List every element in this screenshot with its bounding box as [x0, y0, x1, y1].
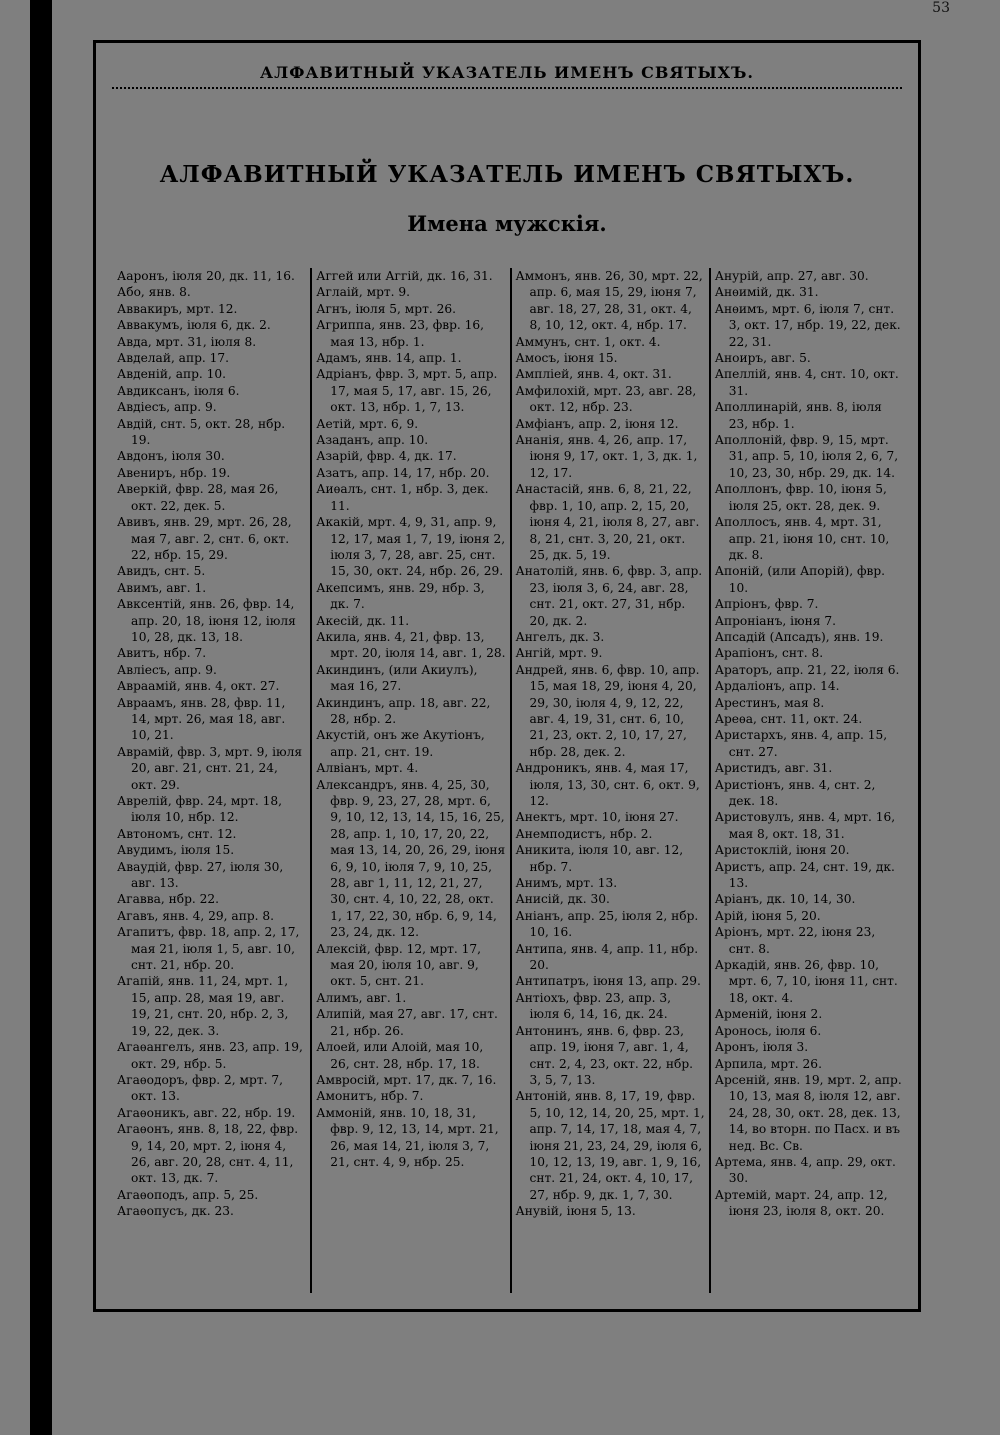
index-entry: Аріанъ, дк. 10, 14, 30. [714, 892, 856, 907]
index-entry: Анувій, іюня 5, 13. [515, 1204, 636, 1219]
index-entry: Апсадій (Апсадъ), янв. 19. [714, 629, 884, 644]
index-entry: Авдій, снт. 5, окт. 28, нбр. 19. [117, 416, 286, 448]
index-entry: Аиѳалъ, снт. 1, нбр. 3, дек. 11. [316, 482, 489, 513]
index-entry: Аввакумъ, іюля 6, дк. 2. [117, 318, 271, 333]
index-entry: Ангелъ, дк. 3. [515, 629, 605, 644]
index-entry: Аристіонъ, янв. 4, снт. 2, дек. 18. [714, 777, 876, 808]
index-entry: Аммоній, янв. 10, 18, 31, фвр. 9, 12, 13, 14, мрт. 21, 26, мая 14, 21, іюля 3, 7, 21, снт. 4, 9, нбр. 25. [316, 1105, 499, 1169]
index-entry: Автономъ, снт. 12. [117, 826, 237, 841]
index-entry: Аполлинарій, янв. 8, іюля 23, нбр. 1. [714, 400, 882, 431]
index-entry: Агавъ, янв. 4, 29, апр. 8. [117, 908, 274, 923]
index-entry: Алоей, или Алоій, мая 10, 26, снт. 28, нбр. 17, 18. [316, 1040, 484, 1071]
index-entry: Аверкій, фвр. 28, мая 26, окт. 22, дек. 5. [117, 482, 279, 513]
index-entry: Аронось, іюля 6. [714, 1023, 822, 1038]
index-entry: Акиндинъ, апр. 18, авг. 22, 28, нбр. 2. [316, 695, 491, 726]
index-entry: Авитъ, нбр. 7. [117, 646, 207, 661]
index-entry: Агапій, янв. 11, 24, мрт. 1, 15, апр. 28, мая 19, авг. 19, 21, снт. 20, нбр. 2, 3, 19, 22, дек. 3. [117, 974, 289, 1038]
index-entry: Ареѳа, снт. 11, окт. 24. [714, 711, 863, 726]
index-entry: Апеллій, янв. 4, снт. 10, окт. 31. [714, 367, 899, 398]
page-frame [93, 40, 921, 1312]
index-entry: Авдонъ, іюля 30. [117, 449, 225, 464]
index-entry: Аполлоній, фвр. 9, 15, мрт. 31, апр. 5, 10, іюля 2, 6, 7, 10, 23, 30, нбр. 29, дк. 14. [714, 433, 899, 480]
index-entry: Авениръ, нбр. 19. [117, 465, 231, 480]
index-entry: Агаѳангелъ, янв. 23, апр. 19, окт. 29, нбр. 5. [117, 1040, 303, 1071]
index-entry: Аммонъ, янв. 26, 30, мрт. 22, апр. 6, мая 15, 29, іюня 7, авг. 18, 27, 28, 31, окт. 4, 8, 10, 12, окт. 4, нбр. 17. [515, 269, 703, 333]
index-entry: Аристъ, апр. 24, снт. 19, дк. 13. [714, 859, 895, 891]
index-entry: Аввакиръ, мрт. 12. [117, 301, 238, 316]
index-entry: Аггей или Аггій, дк. 16, 31. [316, 269, 493, 283]
index-entry: Александръ, янв. 4, 25, 30, фвр. 9, 23, 27, 28, мрт. 6, 9, 10, 12, 13, 14, 15, 16, 25, 28, апр. 1, 10, 17, 20, 22, мая 13, 14, 20, 26, 29, іюня 6, 9, 10, іюля 7, 9, 10, 25, 28, авг 1, 11, 12, 21, 27, 30, снт. 4, 10, 22, 28, окт. 1, 17, 22, 30, нбр. 6, 9, 14, 23, 24, дк. 12. [316, 777, 506, 940]
index-entry: Арпила, мрт. 26. [714, 1056, 822, 1071]
index-entry: Аріонъ, мрт. 22, іюня 23, снт. 8. [714, 925, 876, 956]
index-entry: Аетій, мрт. 6, 9. [316, 416, 419, 431]
index-entry: Аронъ, іюля 3. [714, 1040, 809, 1055]
index-entry: Авдіесъ, апр. 9. [117, 400, 217, 415]
index-entry: Анимъ, мрт. 13. [515, 876, 618, 891]
index-entry: Ананія, янв. 4, 26, апр. 17, іюня 9, 17, окт. 1, 3, дк. 1, 12, 17. [515, 433, 698, 480]
index-column-1 [113, 268, 310, 1293]
index-entry: Амфіанъ, апр. 2, іюня 12. [515, 416, 679, 431]
index-entry: Азаданъ, апр. 10. [316, 433, 429, 448]
index-entry: Аврелій, фвр. 24, мрт. 18, іюля 10, нбр. 12. [117, 794, 282, 825]
index-entry: Аристоклій, іюня 20. [714, 843, 850, 858]
index-entry: Авксентій, янв. 26, фвр. 14, апр. 20, 18, іюня 12, іюля 10, 28, дк. 13, 18. [117, 597, 296, 644]
index-entry: Арестинъ, мая 8. [714, 695, 825, 710]
index-entry: Ааронъ, іюля 20, дк. 11, 16. [117, 269, 295, 283]
index-entry: Анемподистъ, нбр. 2. [515, 826, 653, 841]
index-entry: Авраамъ, янв. 28, фвр. 11, 14, мрт. 26, мая 18, авг. 10, 21. [117, 695, 286, 743]
index-entry: Авраамій, янв. 4, окт. 27. [117, 679, 280, 694]
index-entry: Аноиръ, авг. 5. [714, 351, 811, 366]
page-corner-mark: 53 [932, 0, 950, 16]
index-entry: Аркадій, янв. 26, фвр. 10, мрт. 6, 7, 10, іюня 11, снт. 18, окт. 4. [714, 958, 898, 1005]
index-entry: Антипатръ, іюня 13, апр. 29. [515, 974, 701, 989]
index-entry: Анектъ, мрт. 10, іюня 27. [515, 810, 679, 825]
index-entry: Агриппа, янв. 23, фвр. 16, мая 13, нбр. 1. [316, 318, 485, 349]
index-entry: Акесій, дк. 11. [316, 613, 410, 628]
index-entry: Аристархъ, янв. 4, апр. 15, снт. 27. [714, 728, 888, 759]
index-entry: Аристовулъ, янв. 4, мрт. 16, мая 8, окт. 18, 31. [714, 810, 896, 841]
index-entry: Авліесъ, апр. 9. [117, 662, 217, 677]
index-column-4 [709, 268, 908, 1293]
index-entry: Аніанъ, апр. 25, іюля 2, нбр. 10, 16. [515, 908, 699, 940]
index-entry: Аникита, іюля 10, авг. 12, нбр. 7. [515, 843, 684, 874]
index-entry: Авимъ, авг. 1. [117, 580, 207, 595]
index-entry: Або, янв. 8. [117, 285, 191, 300]
section-subtitle: Имена мужскія. [407, 211, 607, 236]
index-entry: Авделай, апр. 17. [117, 351, 230, 366]
index-entry: Адріанъ, фвр. 3, мрт. 5, апр. 17, мая 5, 17, авг. 15, 26, окт. 13, нбр. 1, 7, 13. [316, 367, 498, 415]
index-entry: Артемій, март. 24, апр. 12, іюня 23, іюля 8, окт. 20. [714, 1187, 888, 1219]
index-entry: Авда, мрт. 31, іюля 8. [117, 334, 257, 349]
index-entry: Анурій, апр. 27, авг. 30. [714, 269, 869, 283]
index-entry: Аврамій, фвр. 3, мрт. 9, іюля 20, авг. 21, снт. 21, 24, окт. 29. [117, 744, 303, 792]
index-entry: Аваудій, фвр. 27, іюля 30, авг. 13. [117, 859, 284, 891]
index-entry: Агаѳоникъ, авг. 22, нбр. 19. [117, 1105, 296, 1120]
index-entry: Ампліей, янв. 4, окт. 31. [515, 367, 672, 382]
index-entry: Алвіанъ, мрт. 4. [316, 761, 419, 776]
index-entry: Антіохъ, фвр. 23, апр. 3, іюля 6, 14, 16, дк. 24. [515, 990, 671, 1022]
index-entry: Авидъ, снт. 5. [117, 564, 206, 579]
index-entry: Аристидъ, авг. 31. [714, 761, 833, 776]
index-entry: Алимъ, авг. 1. [316, 990, 407, 1005]
ornamental-rule [112, 87, 902, 97]
index-entry: Апріонъ, фвр. 7. [714, 597, 819, 612]
index-entry: Агапитъ, фвр. 18, апр. 2, 17, мая 21, іюля 1, 5, авг. 10, снт. 21, нбр. 20. [117, 925, 300, 973]
index-entry: Азарій, фвр. 4, дк. 17. [316, 449, 457, 464]
index-entry: Арапіонъ, снт. 8. [714, 646, 824, 661]
index-entry: Ангій, мрт. 9. [515, 646, 603, 661]
index-entry: Азатъ, апр. 14, 17, нбр. 20. [316, 465, 490, 480]
index-entry: Арменій, іюня 2. [714, 1007, 823, 1022]
index-entry: Антоній, янв. 8, 17, 19, фвр. 5, 10, 12, 14, 20, 25, мрт. 1, апр. 7, 14, 17, 18, мая 4, 7, іюня 21, 23, 24, 29, іюля 6, 10, 12, 13, 19, авг. 1, 9, 16, снт. 21, 24, окт. 4, 10, 17, 27, нбр. 9, дк. 1, 7, 30. [515, 1089, 705, 1202]
page-title: АЛФАВИТНЫЙ УКАЗАТЕЛЬ ИМЕНЪ СВЯТЫХЪ. [159, 161, 855, 188]
index-entry: Арій, іюня 5, 20. [714, 908, 821, 923]
index-entry: Анатолій, янв. 6, фвр. 3, апр. 23, іюля 3, 6, 24, авг. 28, снт. 21, окт. 27, 31, нбр. 20, дк. 2. [515, 564, 703, 628]
index-column-2 [310, 268, 509, 1293]
index-entry: Арсеній, янв. 19, мрт. 2, апр. 10, 13, мая 8, іюля 12, авг. 24, 28, 30, окт. 28, дек. 13, 14, во вторн. по Пасх. и въ нед. Вс. Св. [714, 1072, 902, 1153]
index-entry: Амфилохій, мрт. 23, авг. 28, окт. 12, нбр. 23. [515, 383, 697, 415]
index-entry: Антонинъ, янв. 6, фвр. 23, апр. 19, іюня 7, авг. 1, 4, снт. 2, 4, 23, окт. 22, нбр. 3, 5, 7, 13. [515, 1023, 694, 1087]
index-entry: Агаѳопусъ, дк. 23. [117, 1204, 234, 1219]
index-entry: Андрей, янв. 6, фвр. 10, апр. 15, мая 18, 29, іюня 4, 20, 29, 30, іюля 4, 9, 12, 22, авг. 4, 19, 31, снт. 6, 10, 21, 23, окт. 2, 10, 17, 27, нбр. 28, дек. 2. [515, 662, 700, 759]
index-entry: Анѳимій, дк. 31. [714, 285, 819, 300]
index-entry: Алипій, мая 27, авг. 17, снт. 21, нбр. 26. [316, 1007, 498, 1038]
index-entry: Аполлонъ, фвр. 10, іюня 5, іюля 25, окт. 28, дек. 9. [714, 482, 887, 513]
index-entry: Агаѳонъ, янв. 8, 18, 22, фвр. 9, 14, 20, мрт. 2, іюня 4, 26, авг. 20, 28, снт. 4, 11, окт. 13, дк. 7. [117, 1122, 299, 1186]
index-entry: Анисій, дк. 30. [515, 892, 610, 907]
index-entry: Авденій, апр. 10. [117, 367, 227, 382]
index-entry: Акила, янв. 4, 21, фвр. 13, мрт. 20, іюля 14, авг. 1, 28. [316, 629, 506, 661]
index-entry: Аполлосъ, янв. 4, мрт. 31, апр. 21, іюня 10, снт. 10, дк. 8. [714, 515, 890, 562]
index-entry: Акиндинъ, (или Акиулъ), мая 16, 27. [316, 662, 478, 694]
index-entry: Агаѳоподъ, апр. 5, 25. [117, 1187, 259, 1202]
index-entry: Апроніанъ, іюня 7. [714, 613, 836, 628]
index-columns [113, 268, 908, 1293]
index-entry: Амосъ, іюня 15. [515, 351, 618, 366]
index-entry: Адамъ, янв. 14, апр. 1. [316, 351, 462, 366]
index-entry: Алексій, фвр. 12, мрт. 17, мая 20, іюля 10, авг. 9, окт. 5, снт. 21. [316, 941, 482, 989]
index-entry: Акепсимъ, янв. 29, нбр. 3, дк. 7. [316, 580, 485, 612]
index-column-3 [510, 268, 709, 1293]
index-entry: Акустій, онъ же Акутіонъ, апр. 21, снт. 19. [316, 728, 485, 759]
index-entry: Араторъ, апр. 21, 22, іюля 6. [714, 662, 900, 677]
index-entry: Андроникъ, янв. 4, мая 17, іюля, 13, 30, снт. 6, окт. 9, 12. [515, 761, 700, 808]
index-entry: Анѳимъ, мрт. 6, іюля 7, снт. 3, окт. 17, нбр. 19, 22, дек. 22, 31. [714, 301, 901, 349]
index-entry: Амвросій, мрт. 17, дк. 7, 16. [316, 1072, 497, 1087]
index-entry: Аглаій, мрт. 9. [316, 285, 411, 300]
index-entry: Авдиксанъ, іюля 6. [117, 383, 240, 398]
index-entry: Авивъ, янв. 29, мрт. 26, 28, мая 7, авг. 2, снт. 6, окт. 22, нбр. 15, 29. [117, 515, 292, 562]
book-spine-shadow [30, 0, 52, 1435]
index-entry: Авудимъ, іюля 15. [117, 843, 235, 858]
index-entry: Агнъ, іюля 5, мрт. 26. [316, 301, 456, 316]
index-entry: Антипа, янв. 4, апр. 11, нбр. 20. [515, 941, 699, 973]
index-entry: Амонитъ, нбр. 7. [316, 1089, 424, 1104]
index-entry: Агаѳодоръ, фвр. 2, мрт. 7, окт. 13. [117, 1072, 283, 1104]
index-entry: Ардаліонъ, апр. 14. [714, 679, 840, 694]
running-head: АЛФАВИТНЫЙ УКАЗАТЕЛЬ ИМЕНЪ СВЯТЫХЪ. [260, 63, 754, 82]
index-entry: Аммунъ, снт. 1, окт. 4. [515, 334, 661, 349]
index-entry: Апоній, (или Апорій), фвр. 10. [714, 564, 886, 595]
index-entry: Анастасій, янв. 6, 8, 21, 22, фвр. 1, 10, апр. 2, 15, 20, іюня 4, 21, іюля 8, 27, авг. 8, 21, снт. 3, 20, 21, окт. 25, дк. 5, 19. [515, 482, 700, 562]
index-entry: Артема, янв. 4, апр. 29, окт. 30. [714, 1154, 896, 1186]
index-entry: Акакій, мрт. 4, 9, 31, апр. 9, 12, 17, мая 1, 7, 19, іюня 2, іюля 3, 7, 28, авг. 25, снт. 15, 30, окт. 24, нбр. 26, 29. [316, 515, 506, 579]
index-entry: Агавва, нбр. 22. [117, 892, 220, 907]
